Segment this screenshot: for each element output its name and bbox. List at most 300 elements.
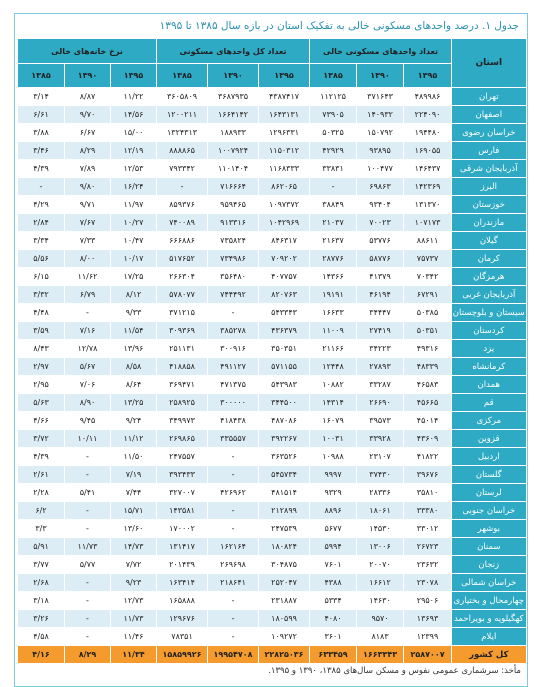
value-cell: ۱۶۲۱۶۴ bbox=[208, 538, 259, 556]
table-row bbox=[18, 178, 526, 196]
value-cell: ۳/۳۴ bbox=[18, 232, 65, 250]
value-cell: ۱۱۶۸۳۳۳ bbox=[259, 160, 310, 178]
value-cell: ۷۴۰۰۸۹ bbox=[157, 214, 208, 232]
value-cell: ۸/۰۰ bbox=[65, 250, 111, 268]
value-cell: ۲/۹۵ bbox=[18, 376, 65, 394]
value-cell: - bbox=[208, 592, 259, 610]
value-cell: ۱۱/۳۴ bbox=[111, 646, 157, 664]
value-cell: ۶۹۸۶۳ bbox=[357, 178, 404, 196]
value-cell: ۷۳۵۸۲۴ bbox=[208, 232, 259, 250]
value-cell: ۱۱/۷۳ bbox=[111, 610, 157, 628]
value-cell: ۴/۱۶ bbox=[18, 646, 65, 664]
value-cell: ۳/۵۹ bbox=[18, 322, 65, 340]
value-cell: ۳۶۰۱ bbox=[310, 628, 357, 646]
header-year: ۱۳۹۰ bbox=[208, 64, 259, 88]
value-cell: ۷/۳۳ bbox=[65, 232, 111, 250]
value-cell: ۷۴۴۴۹۲ bbox=[208, 286, 259, 304]
value-cell: ۳۷۱۲۱۵ bbox=[157, 304, 208, 322]
value-cell: ۱۲/۷۳ bbox=[111, 592, 157, 610]
value-cell: ۷/۶۷ bbox=[65, 214, 111, 232]
value-cell: ۱۴/۷۳ bbox=[111, 538, 157, 556]
value-cell: ۱۳۲۴۳۱۳ bbox=[157, 124, 208, 142]
value-cell: ۲/۹۷ bbox=[18, 358, 65, 376]
value-cell: ۳۳۵۵۵۷ bbox=[208, 430, 259, 448]
value-cell: ۹/۴۵ bbox=[65, 412, 111, 430]
value-cell: ۳۵۶۴۸۰ bbox=[208, 268, 259, 286]
value-cell: ۹۵۷۰ bbox=[357, 610, 404, 628]
value-cell: ۸۱۸۳ bbox=[357, 628, 404, 646]
value-cell: ۲۷۴۱۹ bbox=[357, 322, 404, 340]
value-cell: ۱۰/۱۱ bbox=[65, 430, 111, 448]
value-cell: ۱۶/۲۴ bbox=[111, 178, 157, 196]
value-cell: ۴۹۳۱۶ bbox=[404, 340, 452, 358]
table-row bbox=[18, 412, 526, 430]
value-cell: ۱۱/۴۶ bbox=[111, 628, 157, 646]
value-cell: ۱۵/۰۰ bbox=[111, 124, 157, 142]
province-cell: بوشهر bbox=[452, 520, 526, 538]
value-cell: - bbox=[208, 466, 259, 484]
value-cell: ۱۱۵۰۳۱۲ bbox=[259, 142, 310, 160]
value-cell: ۵/۶۷ bbox=[65, 358, 111, 376]
value-cell: ۱۴۶۴۳۷ bbox=[404, 160, 452, 178]
value-cell: ۳۰۰۹۱۶ bbox=[208, 340, 259, 358]
value-cell: ۶/۶۷ bbox=[65, 124, 111, 142]
value-cell: ۱۳/۹۶ bbox=[111, 340, 157, 358]
value-cell: ۸/۵۸ bbox=[111, 358, 157, 376]
value-cell: ۷/۸۹ bbox=[65, 160, 111, 178]
value-cell: ۱۲/۷۸ bbox=[65, 340, 111, 358]
province-cell: اردبیل bbox=[452, 448, 526, 466]
value-cell: ۳۹۶۷۶ bbox=[404, 466, 452, 484]
province-cell: خراسان رضوی bbox=[452, 124, 526, 142]
table-row bbox=[18, 322, 526, 340]
vacant-housing-table bbox=[17, 39, 526, 663]
province-cell: آذربایجان شرقی bbox=[452, 160, 526, 178]
table-row bbox=[18, 466, 526, 484]
value-cell: ۱۶۰۷۹ bbox=[310, 412, 357, 430]
value-cell: - bbox=[208, 520, 259, 538]
value-cell: ۱۶۵۸۸۸ bbox=[157, 592, 208, 610]
header-province: استان bbox=[452, 39, 526, 88]
value-cell: ۱۴/۵۶ bbox=[111, 106, 157, 124]
value-cell: ۳۸۸۴۹ bbox=[310, 196, 357, 214]
value-cell: ۳/۴۶ bbox=[18, 142, 65, 160]
value-cell: ۲۱۰۳۷ bbox=[310, 214, 357, 232]
value-cell: - bbox=[208, 502, 259, 520]
value-cell: ۴۱۸۸۵۸ bbox=[157, 358, 208, 376]
table-row bbox=[18, 538, 526, 556]
value-cell: ۸۴۶۳۱۷ bbox=[259, 232, 310, 250]
value-cell: - bbox=[65, 592, 111, 610]
value-cell: ۳۰۰۰۰۰ bbox=[208, 394, 259, 412]
value-cell: ۶/۲ bbox=[18, 502, 65, 520]
value-cell: ۱۵۰۷۹۲ bbox=[357, 124, 404, 142]
header-group-vacant: تعداد واحدهای مسکونی خالی bbox=[310, 39, 452, 64]
table-row bbox=[18, 592, 526, 610]
value-cell: ۴/۳۹ bbox=[18, 160, 65, 178]
value-cell: ۹۳۸۹۵ bbox=[357, 142, 404, 160]
value-cell: ۲۶۷۲۳ bbox=[404, 538, 452, 556]
value-cell: ۱۹۴۴۸۰ bbox=[404, 124, 452, 142]
province-cell: کهگیلویه و بویراحمد bbox=[452, 610, 526, 628]
value-cell: ۲۰۰۷۰ bbox=[357, 556, 404, 574]
value-cell: ۴۱۳۷۹ bbox=[357, 268, 404, 286]
value-cell: - bbox=[65, 574, 111, 592]
value-cell: ۲۸۷۷۶ bbox=[310, 250, 357, 268]
value-cell: ۵۴۵۷۳۴ bbox=[259, 466, 310, 484]
value-cell: ۳۳۸۳۱ bbox=[310, 160, 357, 178]
value-cell: ۱۰۹۸۸ bbox=[310, 448, 357, 466]
province-cell: گیلان bbox=[452, 232, 526, 250]
table-row bbox=[18, 142, 526, 160]
table-row bbox=[18, 214, 526, 232]
value-cell: ۲۱۲۸۹۹ bbox=[259, 502, 310, 520]
province-cell: خراسان جنوبی bbox=[452, 502, 526, 520]
value-cell: ۴۰۸۰ bbox=[310, 610, 357, 628]
value-cell: ۹۹۹۷ bbox=[310, 466, 357, 484]
table-row bbox=[18, 520, 526, 538]
value-cell: ۵۳۳۴ bbox=[310, 592, 357, 610]
value-cell: ۳/۸۸ bbox=[18, 124, 65, 142]
value-cell: ۳۵۰۳۵۱ bbox=[259, 340, 310, 358]
table-row bbox=[18, 358, 526, 376]
value-cell: ۳۳۰۱۲ bbox=[404, 520, 452, 538]
value-cell: ۳/۲۶ bbox=[18, 610, 65, 628]
value-cell: ۱۶۳۴۱۴ bbox=[157, 574, 208, 592]
value-cell: ۳۶۳۵۲۶ bbox=[259, 448, 310, 466]
value-cell: ۴۱۸۲۲ bbox=[404, 448, 452, 466]
value-cell: ۲۴۷۵۳۹ bbox=[259, 520, 310, 538]
value-cell: ۱۲۰۰۲۱۱ bbox=[157, 106, 208, 124]
value-cell: ۲۳۱۰۷ bbox=[357, 448, 404, 466]
value-cell: ۱۴۵۳۰ bbox=[357, 520, 404, 538]
value-cell: ۱۶۴۳۱۳۱ bbox=[259, 106, 310, 124]
value-cell: ۴/۲۹ bbox=[18, 196, 65, 214]
value-cell: ۵/۷۷ bbox=[65, 556, 111, 574]
value-cell: ۴۳۸۷۴۱۷ bbox=[259, 88, 310, 106]
header-group-rate: نرخ خانه‌های خالی bbox=[18, 39, 157, 64]
value-cell: ۱۶۶۴۱۴۲ bbox=[208, 106, 259, 124]
value-cell: ۵۹۹۴ bbox=[310, 538, 357, 556]
value-cell: - bbox=[65, 628, 111, 646]
value-cell: ۱۷۰۰۰۲ bbox=[157, 520, 208, 538]
value-cell: ۵۷۸۰۷۷ bbox=[157, 286, 208, 304]
value-cell: ۳۷۱۶۴۳ bbox=[357, 88, 404, 106]
value-cell: ۹/۲۳ bbox=[111, 574, 157, 592]
value-cell: ۳۹۳۴۳۳ bbox=[157, 466, 208, 484]
value-cell: ۱۴۳۵۸۱ bbox=[157, 502, 208, 520]
value-cell: ۲۳۱۸۸۷ bbox=[259, 592, 310, 610]
value-cell: ۱۱/۲۲ bbox=[111, 88, 157, 106]
value-cell: ۲۶۶۳۰۴ bbox=[157, 268, 208, 286]
table-source: مأخذ: سرشماری عمومی نفوس و مسکن سال‌های ۱۳۸۵، ۱۳۹۰ و ۱۳۹۵. bbox=[268, 666, 521, 676]
value-cell: ۴/۵۸ bbox=[18, 628, 65, 646]
value-cell: ۲/۸۴ bbox=[18, 214, 65, 232]
value-cell: ۸۵۹۳۷۶ bbox=[157, 196, 208, 214]
value-cell: ۱۰/۲۷ bbox=[111, 214, 157, 232]
value-cell: ۵/۴۱ bbox=[65, 484, 111, 502]
value-cell: ۸۸۹۶ bbox=[310, 502, 357, 520]
table-row bbox=[18, 286, 526, 304]
value-cell: ۴۸۱۵۱۴ bbox=[259, 484, 310, 502]
value-cell: ۱۶۹۰۵۵ bbox=[404, 142, 452, 160]
value-cell: ۵۰۳۲۵ bbox=[310, 124, 357, 142]
value-cell: ۲۵۲۰۴۷ bbox=[259, 574, 310, 592]
province-cell: قم bbox=[452, 394, 526, 412]
value-cell: ۱۰۰۷۹۲۴ bbox=[208, 142, 259, 160]
value-cell: ۳/۱۸ bbox=[18, 592, 65, 610]
province-cell: همدان bbox=[452, 376, 526, 394]
value-cell: ۵/۹۱ bbox=[18, 538, 65, 556]
value-cell: ۱۱/۵۰ bbox=[111, 448, 157, 466]
value-cell: ۵۷۱۱۵۵ bbox=[259, 358, 310, 376]
value-cell: ۳۴۲۲۳ bbox=[357, 340, 404, 358]
value-cell: ۱۹۱۹۱ bbox=[310, 286, 357, 304]
table-row bbox=[18, 394, 526, 412]
value-cell: ۲۷۸۹۳ bbox=[357, 358, 404, 376]
value-cell: - bbox=[65, 502, 111, 520]
table-row bbox=[18, 232, 526, 250]
value-cell: ۴۸۹۹۸۶ bbox=[404, 88, 452, 106]
value-cell: ۲۱۶۳۷ bbox=[310, 232, 357, 250]
value-cell: ۵۳۷۷۶ bbox=[357, 232, 404, 250]
value-cell: ۲۶۹۶۹۸ bbox=[208, 556, 259, 574]
value-cell: ۷۳۴۹۸۶ bbox=[208, 250, 259, 268]
value-cell: ۶/۷۹ bbox=[65, 286, 111, 304]
value-cell: ۱۸۸۹۳۳ bbox=[208, 124, 259, 142]
value-cell: ۱۸۰۶۱ bbox=[357, 502, 404, 520]
value-cell: ۱۰۹۷۳۷۲ bbox=[259, 196, 310, 214]
value-cell: ۷۱۶۶۶۴ bbox=[208, 178, 259, 196]
value-cell: ۸/۲۹ bbox=[65, 142, 111, 160]
value-cell: ۵/۶۳ bbox=[18, 394, 65, 412]
value-cell: ۱۸۰۵۹۹ bbox=[259, 610, 310, 628]
value-cell: ۱۰۹۲۷۲ bbox=[259, 628, 310, 646]
header-year: ۱۳۹۰ bbox=[357, 64, 404, 88]
value-cell: ۱۳۰۰۶ bbox=[357, 538, 404, 556]
value-cell: ۲۶۹۸۶۵ bbox=[157, 430, 208, 448]
value-cell: - bbox=[208, 304, 259, 322]
value-cell: ۳۶۹۴۷۱ bbox=[157, 376, 208, 394]
header-year: ۱۳۹۰ bbox=[65, 64, 111, 88]
value-cell: ۴۵۶۶۵ bbox=[404, 394, 452, 412]
value-cell: ۲۴۷۵۵۷ bbox=[157, 448, 208, 466]
value-cell: ۱۱۲۱۲۵ bbox=[310, 88, 357, 106]
table-row bbox=[18, 124, 526, 142]
value-cell: ۷۵۷۳۷ bbox=[404, 250, 452, 268]
value-cell: ۹/۷۱ bbox=[65, 196, 111, 214]
value-cell: - bbox=[65, 610, 111, 628]
value-cell: ۷/۴۴ bbox=[111, 484, 157, 502]
value-cell: ۲۵۸۷۰۰۷ bbox=[404, 646, 452, 664]
value-cell: ۳۳۲۸۷ bbox=[357, 376, 404, 394]
table-row bbox=[18, 304, 526, 322]
value-cell: ۳۷۴۳۰ bbox=[357, 466, 404, 484]
table-row bbox=[18, 628, 526, 646]
province-cell: هرمزگان bbox=[452, 268, 526, 286]
value-cell: ۳۴۴۴۷ bbox=[357, 304, 404, 322]
value-cell: ۱۲۳۹۹ bbox=[404, 628, 452, 646]
value-cell: ۵۰۳۵۱ bbox=[404, 322, 452, 340]
value-cell: - bbox=[157, 178, 208, 196]
value-cell: ۱۳۱۳۷۰ bbox=[404, 196, 452, 214]
province-cell: البرز bbox=[452, 178, 526, 196]
value-cell: ۳۸۵۲۷۸ bbox=[208, 322, 259, 340]
value-cell: ۴۵۰۱۴ bbox=[404, 412, 452, 430]
value-cell: ۳/۳ bbox=[18, 520, 65, 538]
province-cell: خوزستان bbox=[452, 196, 526, 214]
province-cell: کرمان bbox=[452, 250, 526, 268]
value-cell: ۶۳۳۴۵۹ bbox=[310, 646, 357, 664]
table-row bbox=[18, 106, 526, 124]
value-cell: ۱۶۶۳۳۴۳ bbox=[357, 646, 404, 664]
value-cell: ۲۲۴۰۹۰ bbox=[404, 106, 452, 124]
value-cell: ۴۶۵۸۳ bbox=[404, 376, 452, 394]
value-cell: ۱۰۷۱۷۳ bbox=[404, 214, 452, 232]
value-cell: ۵۸۷۷۶ bbox=[357, 250, 404, 268]
value-cell: ۷/۱۶ bbox=[65, 322, 111, 340]
value-cell: ۸۸۸۸۶۵ bbox=[157, 142, 208, 160]
table-frame bbox=[14, 13, 528, 687]
province-cell: آذربایجان غربی bbox=[452, 286, 526, 304]
value-cell: ۱۲/۵۳ bbox=[111, 160, 157, 178]
table-row bbox=[18, 448, 526, 466]
value-cell: ۳۵۸۱۰ bbox=[404, 484, 452, 502]
value-cell: ۴/۴۸ bbox=[18, 304, 65, 322]
value-cell: ۳۳۳۸۰ bbox=[404, 502, 452, 520]
province-cell: چهارمحال و بختیاری bbox=[452, 592, 526, 610]
value-cell: ۴۰۷۷۵۷ bbox=[259, 268, 310, 286]
value-cell: ۸۲۰۷۶۳ bbox=[259, 286, 310, 304]
value-cell: ۳۳۹۲۸ bbox=[357, 430, 404, 448]
value-cell: ۵۱۷۶۵۲ bbox=[157, 250, 208, 268]
value-cell: ۳/۷۲ bbox=[18, 430, 65, 448]
value-cell: ۱۰۰۳۱ bbox=[310, 430, 357, 448]
value-cell: ۹/۸۰ bbox=[65, 178, 111, 196]
header-year: ۱۳۹۵ bbox=[111, 64, 157, 88]
value-cell: ۴۳۶۳۷۹ bbox=[259, 322, 310, 340]
value-cell: ۸/۸۷ bbox=[65, 88, 111, 106]
value-cell: ۱۰/۴۷ bbox=[111, 232, 157, 250]
value-cell: ۸/۶۴ bbox=[111, 376, 157, 394]
value-cell: ۴۷۱۳۷۵ bbox=[208, 376, 259, 394]
value-cell: ۹/۳۳ bbox=[111, 304, 157, 322]
province-cell: فارس bbox=[452, 142, 526, 160]
value-cell: ۱۱/۱۲ bbox=[111, 430, 157, 448]
value-cell: ۴/۳۹ bbox=[18, 448, 65, 466]
header-year: ۱۳۸۵ bbox=[310, 64, 357, 88]
table-caption: جدول ۱. درصد واحدهای مسکونی خالی به تفکیک استان در بازه سال ۱۳۸۵ تا ۱۳۹۵ bbox=[159, 20, 519, 32]
province-cell: کرمانشاه bbox=[452, 358, 526, 376]
value-cell: ۷۰۹۲۰۲ bbox=[259, 250, 310, 268]
value-cell: ۲۳۶۳۲ bbox=[404, 556, 452, 574]
table-row bbox=[18, 556, 526, 574]
value-cell: ۵۶۷۷ bbox=[310, 520, 357, 538]
value-cell: ۹/۷۰ bbox=[65, 106, 111, 124]
value-cell: ۷۶۰۱ bbox=[310, 556, 357, 574]
value-cell: ۱۰۸۸۲ bbox=[310, 376, 357, 394]
value-cell: ۷/۱۹ bbox=[111, 466, 157, 484]
value-cell: ۱۳/۶۰ bbox=[111, 520, 157, 538]
value-cell: ۷/۷۲ bbox=[111, 556, 157, 574]
value-cell: ۱۴۰۹۳۲ bbox=[357, 106, 404, 124]
value-cell: - bbox=[65, 520, 111, 538]
value-cell: ۱۳/۲۵ bbox=[111, 394, 157, 412]
table-row bbox=[18, 610, 526, 628]
value-cell: ۳۴۴۵۰۰ bbox=[259, 394, 310, 412]
value-cell: ۴۳۸۸ bbox=[310, 574, 357, 592]
value-cell: ۲/۶۸ bbox=[18, 574, 65, 592]
value-cell: ۸/۴۳ bbox=[18, 340, 65, 358]
province-cell: ایلام bbox=[452, 628, 526, 646]
value-cell: ۸۸۶۱۱ bbox=[404, 232, 452, 250]
value-cell: ۱۴۲۳۶۹ bbox=[404, 178, 452, 196]
value-cell: ۱۷/۲۵ bbox=[111, 268, 157, 286]
value-cell: ۴۳۶۰۹ bbox=[404, 430, 452, 448]
value-cell: ۱۳۶۹۳ bbox=[404, 610, 452, 628]
value-cell: ۶/۱۵ bbox=[18, 268, 65, 286]
province-cell: سمنان bbox=[452, 538, 526, 556]
value-cell: ۴۶۱۹۴ bbox=[357, 286, 404, 304]
value-cell: ۲۸۳۳۶ bbox=[357, 484, 404, 502]
value-cell: ۱۴۳۶۶ bbox=[310, 268, 357, 286]
value-cell: ۲۶۶۹۰ bbox=[357, 394, 404, 412]
value-cell: ۳/۳۲ bbox=[18, 286, 65, 304]
value-cell: ۲/۲۸ bbox=[18, 484, 65, 502]
value-cell: ۳۶۰۵۸۰۹ bbox=[157, 88, 208, 106]
value-cell: ۱۱۰۱۴۰۴ bbox=[208, 160, 259, 178]
table-row bbox=[18, 430, 526, 448]
header-year: ۱۳۹۵ bbox=[259, 64, 310, 88]
table-row bbox=[18, 376, 526, 394]
province-cell: قزوین bbox=[452, 430, 526, 448]
value-cell: ۸/۹۰ bbox=[65, 394, 111, 412]
value-cell: ۱۱/۹۷ bbox=[111, 196, 157, 214]
value-cell: ۷۳۹۰۵ bbox=[310, 106, 357, 124]
value-cell: ۱۴۳۱۴ bbox=[310, 394, 357, 412]
value-cell: ۹۳۴۰۴ bbox=[357, 196, 404, 214]
value-cell: ۳/۷۷ bbox=[18, 556, 65, 574]
value-cell: ۷۹۳۳۴۲ bbox=[157, 160, 208, 178]
value-cell: ۱۰/۱۷ bbox=[111, 250, 157, 268]
value-cell: ۱۱/۶۲ bbox=[65, 268, 111, 286]
table-row bbox=[18, 196, 526, 214]
province-cell: کردستان bbox=[452, 322, 526, 340]
value-cell: ۸/۱۲ bbox=[111, 286, 157, 304]
value-cell: ۸۶۲۰۶۵ bbox=[259, 178, 310, 196]
value-cell: ۳۴۹۹۷۳ bbox=[157, 412, 208, 430]
value-cell: - bbox=[208, 610, 259, 628]
value-cell: ۵/۵۶ bbox=[18, 250, 65, 268]
province-cell: کل کشور bbox=[452, 646, 526, 664]
province-cell: مازندران bbox=[452, 214, 526, 232]
value-cell: ۵۴۳۹۸۳ bbox=[259, 376, 310, 394]
value-cell: ۳۹۵۷۳ bbox=[357, 412, 404, 430]
value-cell: ۴۱۸۴۳۸ bbox=[208, 412, 259, 430]
value-cell: - bbox=[65, 304, 111, 322]
table-row bbox=[18, 160, 526, 178]
province-cell: زنجان bbox=[452, 556, 526, 574]
value-cell: ۲۹۵۰۶ bbox=[404, 592, 452, 610]
value-cell: ۱۲۹۶۳۳۱ bbox=[259, 124, 310, 142]
value-cell: ۱۶۶۳۳ bbox=[310, 304, 357, 322]
value-cell: - bbox=[65, 466, 111, 484]
header-year: ۱۳۹۵ bbox=[404, 64, 452, 88]
value-cell: ۵۴۳۳۴۳ bbox=[259, 304, 310, 322]
value-cell: ۲۱۱۶۶ bbox=[310, 340, 357, 358]
header-year: ۱۳۸۵ bbox=[157, 64, 208, 88]
value-cell: ۳۰۹۳۶۹ bbox=[157, 322, 208, 340]
